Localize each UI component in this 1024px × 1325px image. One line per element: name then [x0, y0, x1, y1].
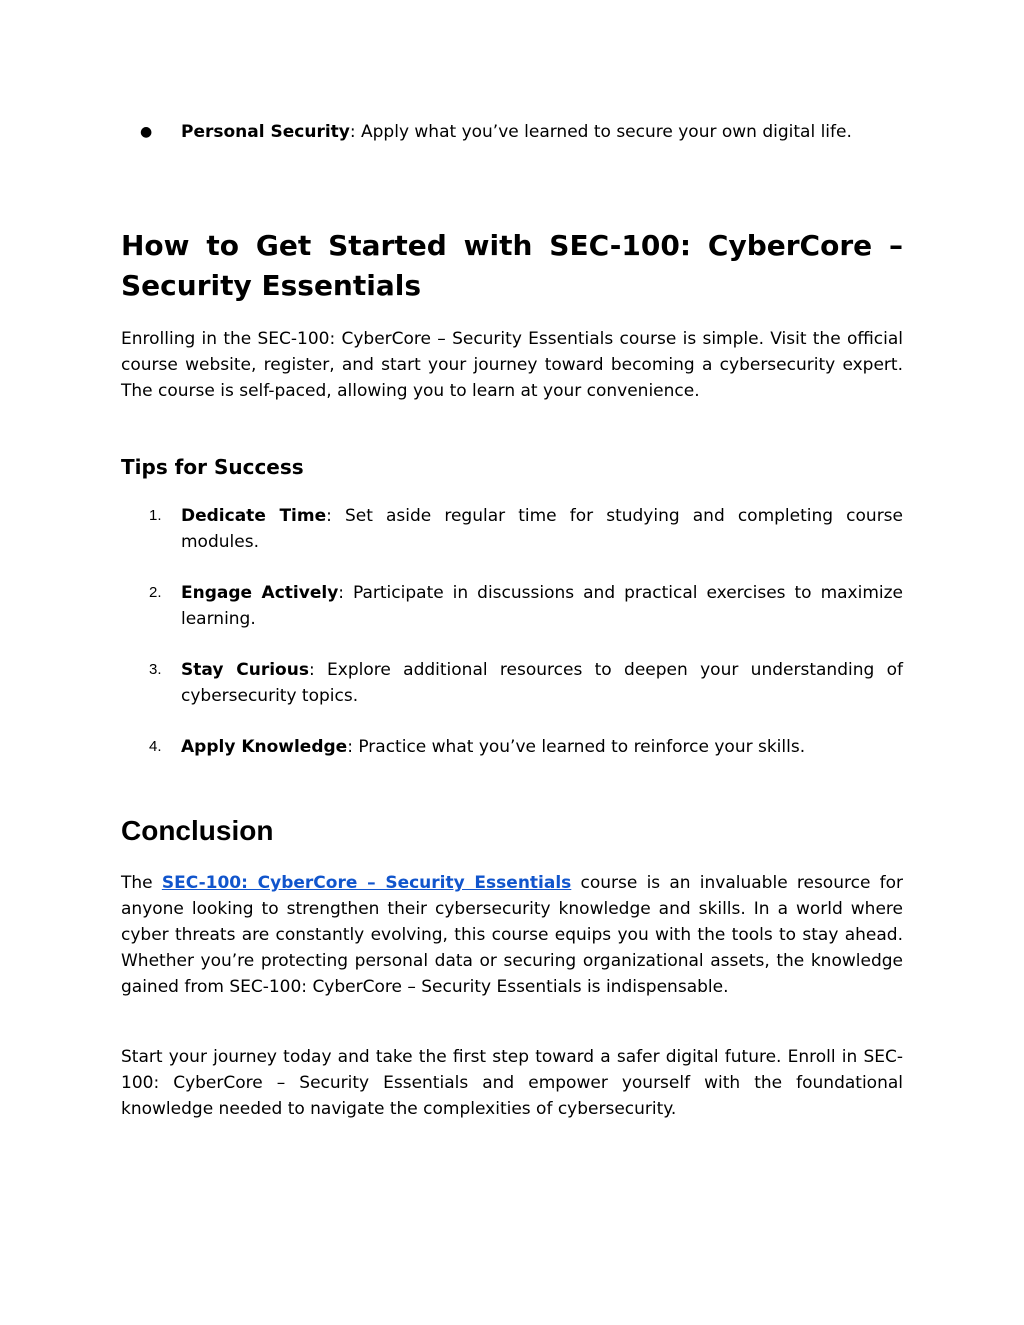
list-number: 4.	[149, 738, 162, 755]
conclusion-paragraph-1	[121, 870, 903, 1000]
list-item-text	[181, 503, 903, 555]
conclusion-paragraph-2: Start your journey today and take the first step toward a safer digital future. Enroll in SEC-100: CyberCore – Security Essentials and empower yourself with the foundational knowledge needed to navigate the complexities of cybersecurity.	[121, 1047, 903, 1119]
tips-list-item	[121, 503, 903, 555]
list-item-body: : Explore additional resources to deepen your understanding of cybersecurity topics.	[181, 660, 903, 706]
conclusion-heading: Conclusion	[121, 815, 274, 846]
conclusion-text-body: course is an invaluable resource for anyone looking to strengthen their cybersecurity knowledge and skills. In a world where cyber threats are constantly evolving, this course equips you with the tools to stay ahead. Whether you’re protecting personal data or securing organizational assets, the knowledge gained from SEC-100: CyberCore – Security Essentials is indispensable.	[121, 873, 903, 997]
tips-list-item	[121, 580, 903, 632]
list-item-body: : Apply what you’ve learned to secure your own digital life.	[349, 122, 852, 142]
list-number: 1.	[149, 507, 162, 524]
list-item-text	[181, 119, 903, 145]
list-item-body: : Set aside regular time for studying and completing course modules.	[181, 506, 904, 552]
list-item-body: : Participate in discussions and practical exercises to maximize learning.	[181, 583, 904, 629]
tips-list-item	[121, 657, 903, 709]
conclusion-paragraph-block	[121, 870, 903, 1000]
tips-heading: Tips for Success	[121, 455, 304, 479]
list-item-text	[181, 657, 903, 709]
bullet-marker: ●	[140, 124, 153, 140]
tips-list-item	[121, 734, 903, 760]
get-started-paragraph: Enrolling in the SEC-100: CyberCore – Security Essentials course is simple. Visit the official course website, register, and start your journey toward becoming a cybersecurity expert. The course is self-paced, allowing you to learn at your convenience.	[121, 329, 903, 401]
list-number: 2.	[149, 584, 162, 601]
get-started-paragraph-block	[121, 326, 903, 404]
list-item-text	[181, 580, 903, 632]
list-item	[121, 119, 903, 145]
list-item-term: Apply Knowledge	[181, 737, 348, 757]
section-heading-get-started: How to Get Started with SEC-100: CyberCore – Security Essentials	[121, 229, 903, 302]
closing-paragraph-block	[121, 1044, 903, 1122]
list-item-term: Personal Security	[181, 122, 350, 142]
list-item-term: Stay Curious	[181, 660, 309, 680]
list-item-body: : Practice what you’ve learned to reinforce your skills.	[347, 737, 806, 757]
list-item-term: Engage Actively	[181, 583, 339, 603]
list-item-text	[181, 734, 903, 760]
course-link[interactable]: SEC-100: CyberCore – Security Essentials	[161, 873, 572, 893]
list-number: 3.	[149, 661, 162, 678]
list-item-term: Dedicate Time	[181, 506, 327, 526]
conclusion-text-lead: The	[121, 873, 162, 893]
